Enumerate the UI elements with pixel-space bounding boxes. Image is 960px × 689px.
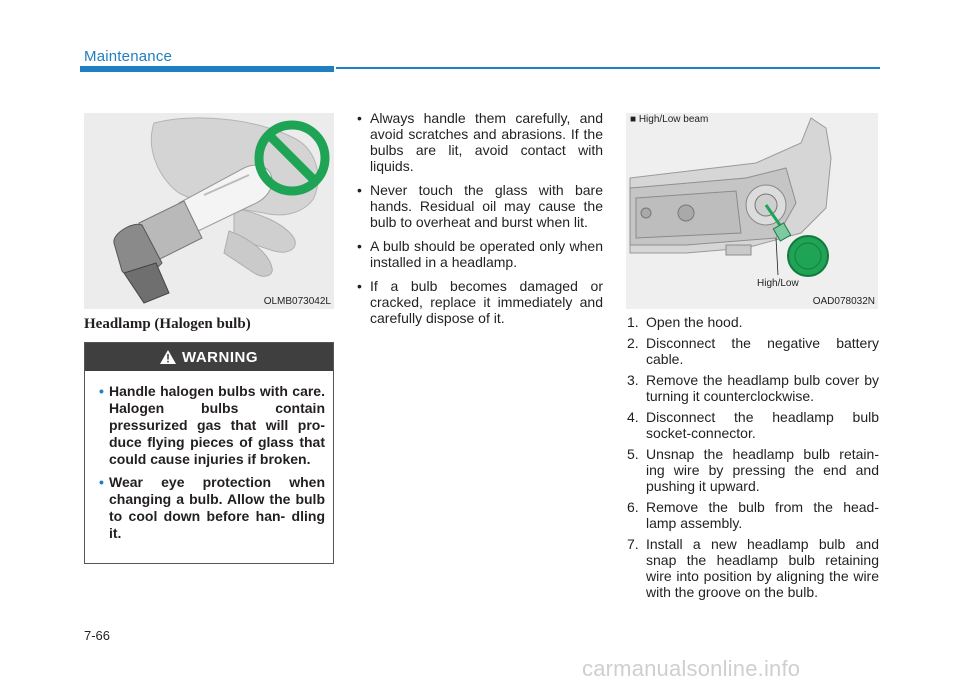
- warning-box: [84, 342, 334, 564]
- step-text: Open the hood.: [646, 314, 743, 330]
- step-text: Disconnect the headlamp bulb socket-connector.: [646, 409, 879, 441]
- diagram-code: OAD078032N: [812, 296, 875, 307]
- header-rule-thick: [80, 66, 334, 72]
- step-item: [627, 314, 879, 330]
- watermark: carmanualsonline.info: [582, 656, 801, 681]
- step-number: 1.: [627, 314, 639, 330]
- warning-item: • Handle halogen bulbs with care. Halogen bulbs contain pressurized gas that will pro- duce flying pieces of glass that could cause injuries if broken.: [99, 383, 325, 468]
- step-text: Remove the headlamp bulb cover by turning it counterclockwise.: [646, 372, 879, 404]
- step-item: [627, 372, 879, 404]
- step-text: Disconnect the negative battery cable.: [646, 335, 879, 367]
- caution-list: [355, 110, 603, 326]
- page-number: 7-66: [84, 628, 111, 643]
- header-rule-thin: [336, 67, 880, 69]
- section-title: Maintenance: [84, 48, 173, 65]
- step-item: [627, 409, 879, 441]
- step-number: 3.: [627, 372, 639, 388]
- caution-item: • Never touch the glass with bare hands. Residual oil may cause the bulb to overheat and burst when lit.: [355, 182, 603, 230]
- photo-code: OLMB073042L: [263, 296, 331, 307]
- step-item: [627, 536, 879, 600]
- caution-item: • A bulb should be operated only when installed in a headlamp.: [355, 238, 603, 270]
- step-number: 4.: [627, 409, 639, 425]
- step-number: 5.: [627, 446, 639, 462]
- caution-item: • Always handle them carefully, and avoid scratches and abrasions. If the bulbs are lit, avoid contact with liquids.: [355, 110, 603, 174]
- warning-item: • Wear eye protection when changing a bulb. Allow the bulb to cool down before han- dling it.: [99, 474, 325, 542]
- caution-item: • If a bulb becomes damaged or cracked, replace it immediately and carefully dispose of it.: [355, 278, 603, 326]
- step-text: Unsnap the headlamp bulb retain- ing wire by pressing the end and pushing it upward.: [646, 446, 879, 494]
- warning-header: [85, 343, 333, 371]
- caution-column: [355, 110, 603, 334]
- diagram-tag: ■ High/Low beam: [630, 114, 709, 125]
- warning-title: WARNING: [182, 348, 258, 366]
- diagram-label: High/Low: [757, 278, 799, 289]
- step-number: 6.: [627, 499, 639, 515]
- step-text: Remove the bulb from the head- lamp assembly.: [646, 499, 879, 531]
- step-item: [627, 446, 879, 494]
- step-number: 7.: [627, 536, 639, 552]
- step-item: [627, 335, 879, 367]
- bulb-handling-photo: [84, 113, 334, 309]
- step-item: [627, 499, 879, 531]
- warning-list: [85, 371, 333, 542]
- procedure-steps: [627, 314, 879, 605]
- headlamp-assembly-diagram: [626, 113, 878, 309]
- step-number: 2.: [627, 335, 639, 351]
- headlamp-heading: Headlamp (Halogen bulb): [84, 316, 251, 332]
- warning-triangle-icon: [160, 350, 176, 364]
- step-text: Install a new headlamp bulb and snap the headlamp bulb retaining wire into position by aligning the wire with the groove on the bulb.: [646, 536, 879, 600]
